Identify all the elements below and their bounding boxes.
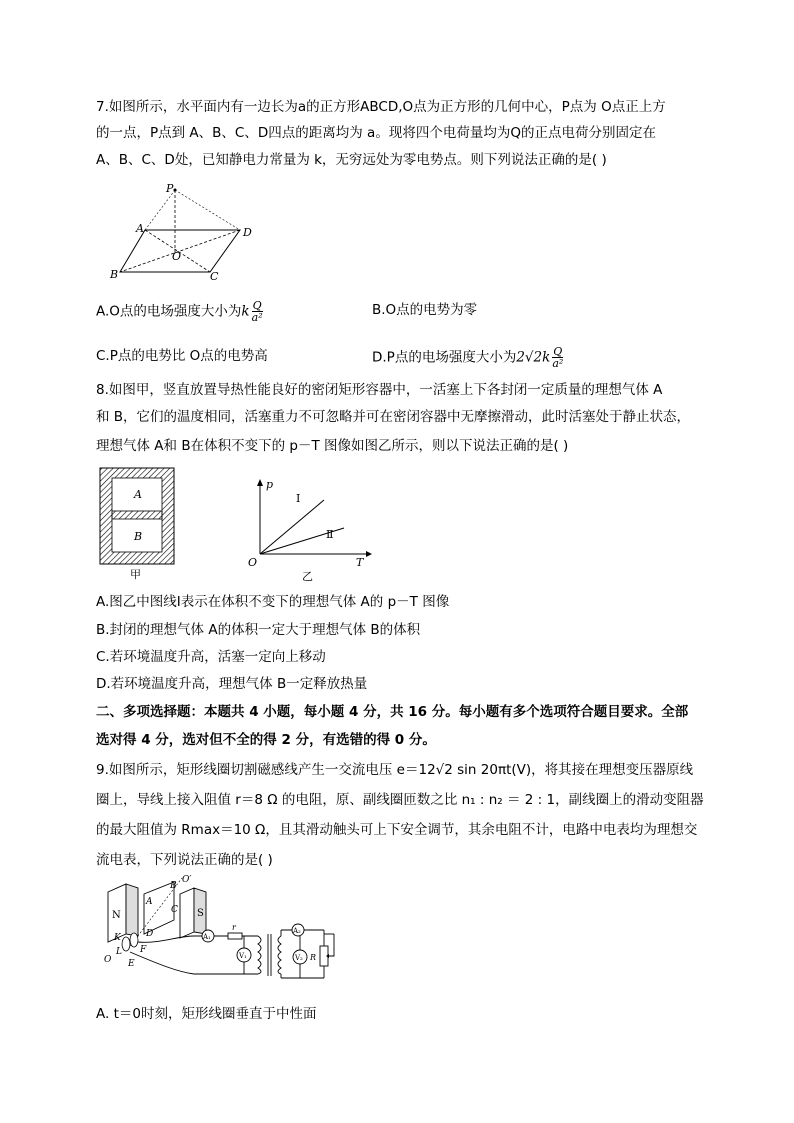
- q8-option-b: B.封闭的理想气体 A的体积一定大于理想气体 B的体积: [96, 622, 421, 638]
- section2-heading-line2: 选对得 4 分，选对但不全的得 2 分，有选错的得 0 分。: [96, 732, 436, 748]
- q9-label-N: N: [112, 910, 121, 921]
- q9-stem-line1: 9.如图所示，矩形线圈切割磁感线产生一交流电压 e＝12√2 sin 20πt(V)，将其接在理想变压器原线: [96, 762, 694, 778]
- q7-stem-line2: 的一点，P点到 A、B、C、D四点的距离均为 a。现将四个电荷量均为Q的正点电荷分别固定在: [96, 125, 656, 141]
- q7-option-c: C.P点的电势比 O点的电势高: [96, 348, 268, 364]
- q8-jia-label-A: A: [134, 488, 142, 501]
- q8-stem-line1: 8.如图甲，竖直放置导热性能良好的密闭矩形容器中，一活塞上下各封闭一定质量的理想气体 A: [96, 382, 663, 398]
- q9-label-K: K: [114, 933, 121, 943]
- q7-label-D: D: [243, 226, 252, 239]
- q8-option-a: A.图乙中图线Ⅰ表示在体积不变下的理想气体 A的 p－T 图像: [96, 594, 450, 610]
- q7-label-O: O: [172, 250, 182, 263]
- q7-stem-line1: 7.如图所示，水平面内有一边长为a的正方形ABCD,O点为正方形的几何中心，P点为 O点正上方: [96, 99, 666, 115]
- q8-option-c: C.若环境温度升高，活塞一定向上移动: [96, 649, 326, 665]
- q9-label-V2: V₂: [295, 954, 303, 962]
- q8-jia-caption: 甲: [130, 568, 141, 581]
- q7-label-C: C: [210, 270, 219, 280]
- q9-label-O2: O′: [182, 875, 192, 885]
- q9-label-A1: A₁: [203, 933, 211, 941]
- q7-stem-line3: A、B、C、D处，已知静电力常量为 k，无穷远处为零电势点。则下列说法正确的是( ): [96, 152, 607, 168]
- q8-yi-line-I: Ⅰ: [296, 492, 301, 505]
- q9-label-C: C: [171, 905, 178, 915]
- q9-stem-line3: 的最大阻值为 Rmax＝10 Ω，且其滑动触头可上下安全调节，其余电阻不计，电路中电表均为理想交: [96, 822, 698, 838]
- q8-option-d: D.若环境温度升高，理想气体 B一定释放热量: [96, 676, 368, 692]
- q9-label-A2: A₂: [293, 927, 301, 935]
- q9-label-A: A: [146, 897, 153, 907]
- q8-yi-origin: O: [248, 556, 258, 569]
- q9-label-V1: V₁: [239, 952, 247, 960]
- q9-label-O: O: [104, 955, 112, 965]
- q9-label-r: r: [232, 923, 236, 932]
- q9-label-L: L: [116, 947, 122, 957]
- q8-pt-graph-yi: [246, 476, 376, 584]
- q8-yi-line-II: Ⅱ: [326, 528, 334, 541]
- q9-stem-line4: 流电表，下列说法正确的是( ): [96, 852, 273, 868]
- q8-yi-axis-p: p: [266, 478, 274, 491]
- q8-jia-label-B: B: [134, 530, 143, 543]
- q9-label-E: E: [128, 959, 135, 969]
- q9-label-F: F: [140, 945, 147, 955]
- q9-label-S: S: [197, 908, 204, 919]
- q7-label-P: P: [166, 182, 174, 195]
- q9-option-a: A. t＝0时刻，矩形线圈垂直于中性面: [96, 1006, 317, 1022]
- q8-yi-caption: 乙: [302, 570, 313, 583]
- q8-stem-line2: 和 B，它们的温度相同，活塞重力不可忽略并可在密闭容器中无摩擦滑动，此时活塞处于静止状态，: [96, 409, 691, 425]
- q9-label-D: D: [146, 929, 154, 939]
- q9-stem-line2: 圈上，导线上接入阻值 r＝8 Ω 的电阻，原、副线圈匝数之比 n₁ : n₂ ＝ 2 : 1，副线圈上的滑动变阻器: [96, 792, 704, 808]
- q8-container-figure-jia: [98, 466, 178, 581]
- q7-option-b: B.O点的电势为零: [372, 302, 478, 318]
- q7-option-a: A.O点的电场强度大小为k $\frac{Q}{\text{a²}}$: [96, 299, 263, 324]
- q7-label-B: B: [110, 268, 119, 280]
- section2-heading-line1: 二、多项选择题：本题共 4 小题，每小题 4 分，共 16 分。每小题有多个选项符合题目要求。全部: [96, 704, 689, 720]
- q8-stem-line3: 理想气体 A和 B在体积不变下的 p－T 图像如图乙所示，则以下说法正确的是( ): [96, 438, 569, 454]
- q8-yi-axis-T: T: [356, 556, 364, 569]
- q7-option-d: D.P点的电场强度大小为2√2k $\frac{Q}{\text{a²}}$: [372, 345, 564, 370]
- q9-generator-transformer-figure: [98, 874, 363, 994]
- q7-square-figure: [100, 180, 270, 280]
- q9-label-B: B: [170, 881, 177, 891]
- q7-label-A: A: [136, 222, 144, 235]
- q9-label-R: R: [310, 953, 317, 962]
